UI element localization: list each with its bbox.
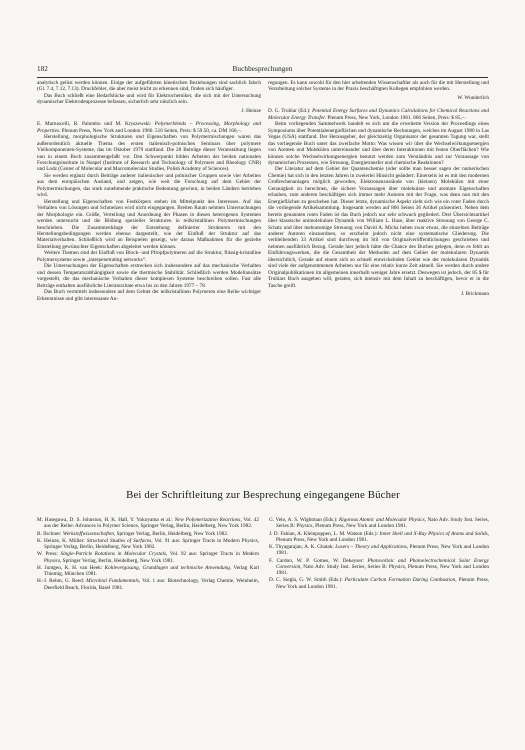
book-authors: B. Ilschner: — [37, 530, 62, 537]
book-entry — [37, 565, 259, 578]
book-title: Particulate Carbon Formation During Combustion, — [344, 577, 457, 584]
book-details: Plenum Press, New York and London 1981. — [276, 544, 490, 557]
book-title: Inner Shell and X-Ray Physics of Atoms and Solids, — [379, 530, 490, 537]
book-title: Werkstoffwissenschaften, — [62, 530, 116, 537]
paragraph: Die Untersuchungen der Eigenschaften erstrecken sich insbesondere auf das mechanische Verhalten und dessen Temperaturabhängigkeit sowie die thermische Stabilität. Schließlich werden Modellansätze vorgestellt, die das mechanische Verhalten dieser komplexen Systeme beschreiben sollen. Fast alle Beiträge enthalten ausführliche Literaturzitate etwa bis zu den Jahren 1977 – 78. — [37, 263, 261, 289]
paragraph: Das Buch schließt eine Bedarfslücke und wird für Elektrochemiker, die sich mit der Untersuchung dynamischer Elektrodenprozesse befassen, sicherlich sehr nützlich sein. — [37, 92, 261, 106]
left-column — [37, 80, 261, 302]
book-entry — [269, 544, 489, 557]
paragraph: Weitere Themen sind der Einfluß von Block- und Pfropfpolymeren auf die Struktur, flüssig-kristalline Polymersysteme sowie „interpenetrating networks“. — [37, 250, 261, 263]
section-title: Bei der Schriftleitung zur Besprechung eingegangene Bücher — [126, 489, 400, 501]
book-authors: W. Press: — [37, 551, 58, 558]
book-reference — [37, 121, 261, 134]
book-authors: F. Cardon, W. P. Gomes, W. Dekeyser: — [269, 557, 364, 564]
book-details: Vol. 92 aus: Springer Tracts in Modern Physics, Springer Verlag, Berlin, Heidelberg, New York 1981. — [44, 551, 260, 564]
book-entry — [37, 517, 259, 530]
book-authors: J. D. Fabian, A. Kleinpoppen, L. M. Watson (Eds.): — [269, 530, 378, 537]
page-number: 182 — [37, 65, 48, 73]
book-publisher: Plenum Press, New York and London 1980. 510 Seiten, Preis: $ 59.50, ca. DM 160,–. — [61, 127, 242, 134]
paragraph: analytisch gelöst werden können. Einige der aufgeführten kinetischen Beziehungen sind sachlich falsch (Gl. 7.4, 7.12, 7.13). Druckfehler, die aber meist leicht zu erkennen sind, finden sich häufiger. — [37, 80, 261, 93]
reviewer-signature: J. Brickmann — [461, 291, 489, 298]
paragraph: Herstellung, morphologische Strukturen und Eigenschaften von Polymermischungen waren das außerordentlich aktuelle Thema des ersten italienisch-polnischen Seminars über polymere Vielkomponenten-Systeme, das im Oktober 1979 stattfand. Die 28 Beiträge dieser Veranstaltung liegen nun in einem Buch zusammengefaßt vor. Den Schwerpunkt bilden Arbeiten der beiden nationalen Forschungsinstitute in Neapel (Institute of Research and Technology of Polymers and Rheology CNR) und Lodz (Center of Molecular and Macromolecular Studies, Polish Academy of Sciences). — [37, 134, 261, 173]
running-title: Buchbesprechungen — [232, 65, 293, 73]
book-title: Single-Particle Rotations in Molecular Crystals, — [60, 551, 168, 558]
book-details: Plenum Press, New York and London 1981. — [276, 577, 490, 590]
book-entry — [37, 531, 259, 537]
book-title: New Polymerization Reactions, — [174, 517, 242, 523]
book-details: Vol. 1 aus: Biotechnology, Verlag Chemie, Weinheim, Deerfield Beach, Florida, Basel 1981. — [44, 578, 260, 591]
book-authors: K. Thyagarajan, A. K. Ghatak: — [269, 544, 334, 550]
book-title: Microbial Fundamentals, — [86, 578, 141, 585]
book-details: Verlag Karl Thiemig, München 1981. — [44, 564, 259, 577]
book-title: Structural Studies of Surfaces, — [86, 537, 153, 544]
received-books-list-left — [37, 517, 259, 592]
book-details: Vol. 91 aus: Springer Tracts in Modern Physics, Springer Verlag, Berlin, Heidelberg, New York 1982. — [44, 537, 260, 550]
book-authors: H.-J. Rehm, G. Reed: — [37, 578, 85, 585]
book-entry — [269, 531, 489, 544]
reviewer-signature: J. Heinze — [241, 107, 261, 114]
reviewer-signature: W. Wunderlich — [457, 94, 489, 101]
book-entry — [269, 517, 489, 530]
book-entry — [37, 538, 259, 551]
book-title: Potential Energy Surfaces and Dynamics Calculations for Chemical Reactions and Molecular Energy Transfer. — [268, 108, 490, 121]
book-entry — [37, 551, 259, 564]
book-authors: H. Juntgen, K. H. van Heek: — [37, 564, 103, 571]
book-title: Photovoltaic and Photoelectrochemical Solar Energy Conversion, — [276, 557, 489, 570]
book-details: Nato Adv. Study Inst. Series, Series B: Physics, Plenum Press, New York and London 1981. — [276, 563, 489, 577]
book-authors: D. C. Siegla, G. W. Smith (Eds.): — [269, 577, 343, 584]
paragraph: Beim vorliegenden Sammelwerk handelt es sich um die erweiterte Version der Proceedings eines Symposiums über Potentialenergieflächen und dynamische Rechnungen, welches im August 1980 in Las Vegas (USA) stattfand. Der Herausgeber, der gleichzeitig Organisator der gesamten Tagung war, stellt das vorliegende Buch unter das zweifache Motto: Was wissen wir über die Wechselwirkungsenergien von Atomen und Molekülen untereinander und über deren Interaktionen mit festen Oberflächen? Wie können solche Wechselwirkungsenergien benutzt werden zum Verständnis und zur Voraussage von dynamischen Prozessen, wie Streuung, Energietransfer und chemische Reaktionen? — [268, 121, 489, 166]
book-reference — [268, 108, 489, 121]
book-title: Kohlevergasung, Grundlagen und technische Anwendung, — [104, 564, 232, 571]
paragraph: Herstellung und Eigenschaften von Festkörpers stehen im Mittelpunkt des Interesses. Auf das Verhalten von Lösungen und Schmelzen wird nicht eingegangen. Breiten Raum nehmen Untersuchungen der Morphologie ein. Größe, Verteilung und Anordnung der Phasen in diesen heterogenen Systemen werden untersucht und die Bildung spezieller Strukturen in teilkristallinen Polymermischungen beschrieben. Die Zusammenhänge der Entstehung definierter Strukturen mit den Herstellungsbedingungen werden ebenso dargestellt, wie der Einfluß der Struktur auf das Materialverhalten. Schließlich wird an Beispielen gezeigt, wie daraus Maßnahmen für die gezielte Einstellung gewünschter Eigenschaften abgeleitet werden können. — [37, 198, 261, 250]
paragraph: Der Literatur auf dem Gebiet der Quantenchemie (oder sollte man besser sagen der numerischen Chemie) hat sich in den letzten Jahren in zweierlei Hinsicht geändert: Einerseits ist es mit den modernen Großrechenanlagen möglich geworden, Elektronenzustände von (kleinen) Molekülen mit einer Genauigkeit zu berechnen, die sichere Voraussagen über molekulare und atomare Eigenschaften erlauben, zum anderen beschäftigen sich immer mehr Autoren mit der Frage, was denn nun mit den Energieflächen zu geschehen hat. Dieser letzte, dynamische Aspekt zieht sich wie ein roter Faden durch die vorliegende Artikelsammlung. Insgesamt werden auf 866 Seiten 36 Artikel präsentiert. Neben dem bereits genannten roten Faden ist das Buch jedoch nur sehr schwach gegliedert. Drei Übersichtsartikel über klassische unimolekulare Dynamik von William L. Hase, über reaktive Streuung von George C. Schatz und über mehratomige Streuung von David A. Micha heben zwar etwas, die einzelnen Beiträge anderer Autoren einzuordnen, so erscheint jedoch nicht eine systematische Gliederung. Die verbleibenden 33 Artikel sind durchweg im Stil von Originalveröffentlichungen geschrieben und nehmen ausführlich Bezug. Gerade hier jedoch hätte die Chance des Buches gelegen, denn es fehlt an Einführungswerken, die die Gesamtheit der Methoden auf dem Gebiet der molekularen Dynamik übersichtlich, Gerade auf einem sich so schnell entwickelnden Gebiet wie der molekularen Dynamik sind viele der aufgenommenen Arbeiten nur für eine relativ kurze Zeit aktuell. Sie werden durch andere Originalpublikationen im allgemeinen innerhalb weniger Jahre ersetzt. Deswegen ist jedoch, der 85 $ für Truhlars Buch ausgeben will, geraten, sich intensiv mit dem Inhalt zu beschäftigen, bevor er in die Tasche greift. — [268, 166, 489, 289]
page-header — [37, 65, 488, 78]
book-title: Lasers – Theory and Applications, — [335, 544, 409, 550]
book-authors: G. Velo, A. S. Wightman (Eds.): — [269, 517, 338, 523]
paragraph: regungen. Es kann sowohl für den hier arbeitenden Wissenschaftler als auch für die mit Herstellung und Verarbeitung solcher Systeme in der Praxis beschäftigten Kollegen empfohlen werden. — [268, 80, 489, 93]
book-publisher: Plenum Press, New York, London 1981. 866 Seiten, Preis: $ 85,–. — [327, 114, 466, 121]
book-title: Rigorous Atomic and Molecular Physics, — [339, 517, 426, 523]
received-books-list-right — [269, 517, 489, 591]
book-entry — [37, 578, 259, 591]
book-entry — [269, 558, 489, 577]
paragraph: Das Buch vermittelt insbesondere auf dem Gebiet der teilkristallinen Polymeren eine Reihe wichtiger Erkenntnisse und gibt interessante An- — [37, 289, 261, 302]
book-details: Springer Verlag, Berlin, Heidelberg, New York 1982. — [116, 530, 229, 537]
book-authors: M. Hasegawa, D. S. Johnston, H. K. Hall, Y. Yokoyama et al.: — [37, 517, 173, 523]
book-entry — [269, 577, 489, 590]
book-authors: E. Martuscelli, R. Palumbo und M. Kryszewski: — [37, 121, 152, 128]
book-details: Plenum Press, New York and London 1981. — [276, 536, 369, 543]
book-authors: D. G. Truhlar (Ed.): — [268, 108, 311, 115]
book-title: Polymerblends – Processing, Morphology and Properties. — [37, 121, 261, 134]
book-authors: K. Heinze, K. Müller: — [37, 537, 85, 544]
book-details: Nato Adv. Study Inst. Series, Series B: Physics, Plenum Press, New York and London 1981. — [276, 517, 490, 530]
book-details: Vol. 42 aus der Reihe: Advances in Polymer Science, Springer Verlag, Berlin, Heidelberg, New York 1982. — [44, 517, 259, 530]
right-column — [268, 80, 489, 301]
paragraph: Sie werden ergänzt durch Beiträge anderer italienischer und polnischer Gruppen sowie vier Arbeiten aus dem europäischen Ausland, und zeigen, wie weit die Forschung auf dem Gebiet der Polymermischungen, das stark zunehmende praktische Bedeutung gewinnt, in beiden Ländern betrieben wird. — [37, 172, 261, 199]
